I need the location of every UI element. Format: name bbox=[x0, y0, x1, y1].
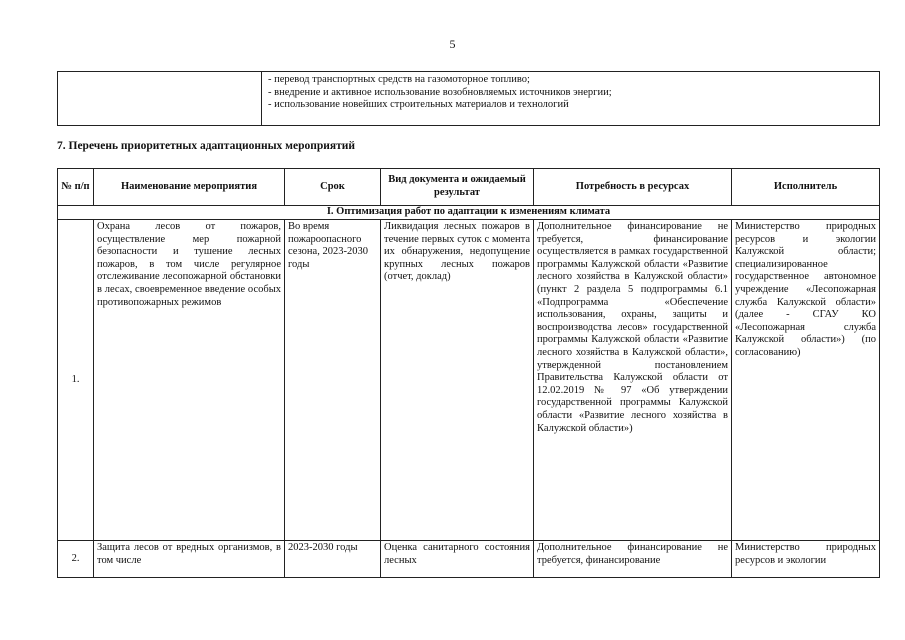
measures-list-cell bbox=[262, 72, 880, 126]
measures-table bbox=[57, 168, 880, 578]
section-title: 7. Перечень приоритетных адаптационных мероприятий bbox=[57, 140, 356, 152]
table-row bbox=[58, 220, 880, 541]
row-resources: Дополнительное финансирование не требуется, финансирование bbox=[534, 541, 732, 578]
section-heading-row bbox=[58, 206, 880, 220]
table-row bbox=[58, 541, 880, 578]
section-heading: I. Оптимизация работ по адаптации к изменениям климата bbox=[58, 206, 880, 220]
list-item: - использование новейших строительных материалов и технологий bbox=[268, 99, 569, 111]
row-executor: Министерство природных ресурсов и экологии Калужской области; специализированное государственное автономное учреждение «Лесопожарная служба Калужской области» (далее - СГАУ КО «Лесопожарная служба Калужской области») (по согласованию) bbox=[732, 220, 880, 541]
row-number: 1. bbox=[58, 220, 94, 541]
row-doc: Ликвидация лесных пожаров в течение первых суток с момента их обнаружения, недопущение крупных лесных пожаров (отчет, доклад) bbox=[381, 220, 534, 541]
row-term: 2023-2030 годы bbox=[285, 541, 381, 578]
continued-table bbox=[57, 71, 880, 126]
row-name: Охрана лесов от пожаров, осуществление мер пожарной безопасности и тушение лесных пожаров, в том числе регулярное отслеживание лесопожарной обстановки в лесах, своевременное введение особых противопожарных режимов bbox=[94, 220, 285, 541]
header-executor: Исполнитель bbox=[732, 169, 880, 206]
empty-cell bbox=[58, 72, 262, 126]
row-resources: Дополнительное финансирование не требуется, финансирование осуществляется в рамках государственной программы Калужской области «Развитие лесного хозяйства в Калужской области» (пункт 2 раздела 5 подпрограммы 6.1 «Подпрограмма «Обеспечение использования, охраны, защиты и воспроизводства лесов» государственной программы Калужской области «Развитие лесного хозяйства в Калужской области», утвержденной постановлением Правительства Калужской области от 12.02.2019 № 97 «Об утверждении государственной программы Калужской области «Развитие лесного хозяйства в Калужской области») bbox=[534, 220, 732, 541]
header-term: Срок bbox=[285, 169, 381, 206]
list-item: - перевод транспортных средств на газомоторное топливо; bbox=[268, 74, 530, 85]
page-number: 5 bbox=[449, 37, 456, 51]
table-row bbox=[58, 72, 880, 126]
header-name: Наименование мероприятия bbox=[94, 169, 285, 206]
table-header-row bbox=[58, 169, 880, 206]
row-term: Во время пожароопасного сезона, 2023-2030 годы bbox=[285, 220, 381, 541]
header-resources: Потребность в ресурсах bbox=[534, 169, 732, 206]
row-doc: Оценка санитарного состояния лесных bbox=[381, 541, 534, 578]
header-num: № п/п bbox=[58, 169, 94, 206]
row-executor: Министерство природных ресурсов и экологии bbox=[732, 541, 880, 578]
list-item: - внедрение и активное использование возобновляемых источников энергии; bbox=[268, 86, 612, 98]
row-number: 2. bbox=[58, 541, 94, 578]
header-doc: Вид документа и ожидаемый результат bbox=[381, 169, 534, 206]
row-name: Защита лесов от вредных организмов, в том числе bbox=[94, 541, 285, 578]
